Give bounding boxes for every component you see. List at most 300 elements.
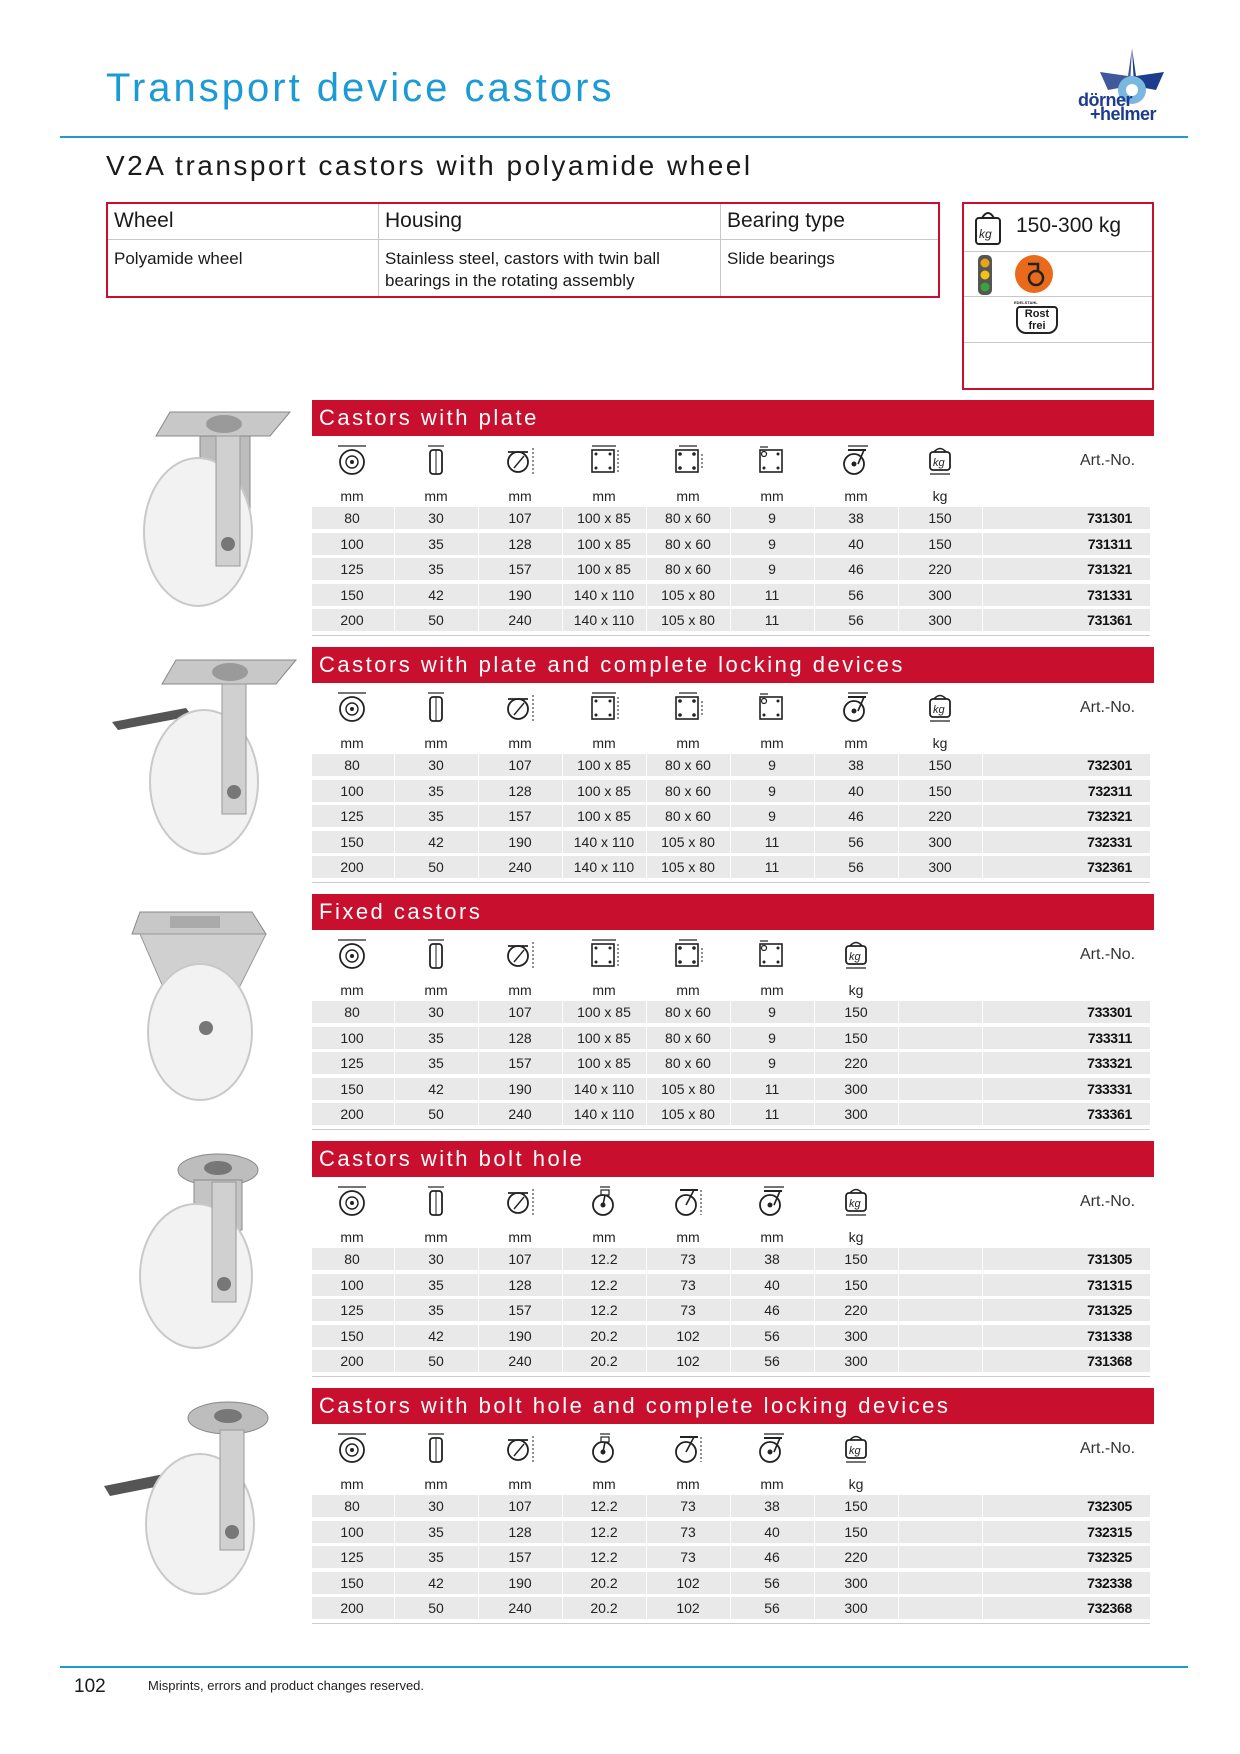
stainless-badge-line2: frei [1028, 320, 1046, 332]
logo-text-primary: dörner [1078, 90, 1133, 110]
table-cell: 40 [848, 535, 864, 552]
bolt-hole-icon [754, 444, 790, 476]
table-cell: 12.2 [590, 1549, 618, 1565]
table-cell: 128 [508, 782, 532, 799]
art-number-label: Art.-No. [1080, 1440, 1136, 1457]
stainless-badge-small: EDELSTAHL [1014, 300, 1038, 305]
table-cell: 100 x 85 [577, 1055, 631, 1071]
unit-label: mm [508, 488, 532, 504]
unit-label: mm [424, 1476, 448, 1492]
table-cell: 150 [928, 782, 952, 799]
load-range: 150-300 kg [1016, 214, 1122, 237]
column-divider [394, 507, 395, 635]
unit-label: mm [676, 1476, 700, 1492]
table-cell: 9 [768, 808, 776, 824]
table-cell: 240 [508, 1353, 532, 1369]
wheel-width-icon [418, 444, 454, 476]
table-cell: 42 [428, 1574, 444, 1591]
unit-label: mm [508, 1229, 532, 1245]
stainless-badge-frame [1016, 306, 1058, 334]
column-divider [898, 754, 899, 882]
table-cell: 11 [764, 586, 780, 603]
table-cell: 50 [428, 1106, 444, 1122]
art-number-cell: 731325 [1087, 1302, 1132, 1318]
table-cell: 150 [340, 586, 364, 603]
table-cell: 50 [428, 1600, 444, 1616]
table-cell: 105 x 80 [661, 833, 715, 850]
table-cell: 300 [844, 1600, 868, 1616]
column-divider [394, 754, 395, 882]
table-cell: 50 [428, 1353, 444, 1369]
table-cell: 150 [928, 510, 952, 526]
wheel-diameter-icon [334, 1185, 370, 1217]
load-capacity-icon [922, 444, 958, 476]
table-cell: 35 [428, 1549, 444, 1565]
unit-label: kg [932, 735, 948, 751]
art-number-cell: 732361 [1087, 859, 1132, 875]
wheel-diameter-icon [334, 691, 370, 723]
table-cell: 73 [680, 1251, 696, 1267]
spec-head-housing: Housing [379, 204, 720, 240]
table-cell: 128 [508, 1029, 532, 1046]
castor-with-bolt-hole-locking-image [100, 1400, 300, 1600]
art-number-cell: 731321 [1087, 561, 1132, 577]
art-number-cell: 732325 [1087, 1549, 1132, 1565]
art-number-cell: 732368 [1087, 1600, 1132, 1616]
stainless-badge [1014, 300, 1064, 340]
plate-size-icon [586, 938, 622, 970]
art-number-label: Art.-No. [1080, 699, 1136, 716]
table-bottom-line [312, 635, 1150, 636]
table-cell: 30 [428, 510, 444, 526]
bolt-spacing-icon [670, 691, 706, 723]
column-divider [898, 1248, 899, 1376]
unit-label: mm [424, 488, 448, 504]
table-cell: 300 [928, 586, 952, 603]
table-cell: 30 [428, 1004, 444, 1020]
table-cell: 190 [508, 833, 532, 850]
table-cell: 30 [428, 1498, 444, 1514]
table-cell: 12.2 [590, 1523, 618, 1540]
table-cell: 220 [844, 1055, 868, 1071]
table-cell: 102 [676, 1600, 700, 1616]
unit-label: mm [760, 735, 784, 751]
table-cell: 105 x 80 [661, 1080, 715, 1097]
table-cell: 40 [764, 1523, 780, 1540]
table-cell: 157 [508, 1549, 532, 1565]
table-cell: 38 [764, 1498, 780, 1514]
table-cell: 150 [340, 833, 364, 850]
table-cell: 125 [340, 1055, 364, 1071]
table-cell: 11 [764, 833, 780, 850]
table-cell: 150 [844, 1523, 868, 1540]
table-cell: 80 x 60 [665, 561, 711, 577]
table-cell: 300 [844, 1327, 868, 1344]
table-cell: 128 [508, 1276, 532, 1293]
column-divider [562, 1248, 563, 1376]
table-cell: 56 [764, 1600, 780, 1616]
art-number-cell: 733301 [1087, 1004, 1132, 1020]
table-cell: 300 [928, 612, 952, 628]
section-header: Castors with bolt hole [312, 1141, 1154, 1177]
table-bottom-line [312, 1129, 1150, 1130]
table-cell: 150 [844, 1004, 868, 1020]
table-cell: 125 [340, 1302, 364, 1318]
table-cell: 100 x 85 [577, 782, 631, 799]
table-cell: 300 [844, 1080, 868, 1097]
spec-col-housing [379, 204, 720, 296]
table-cell: 80 [344, 1251, 360, 1267]
table-cell: 56 [764, 1327, 780, 1344]
table-cell: 12.2 [590, 1251, 618, 1267]
table-cell: 100 x 85 [577, 535, 631, 552]
page-number: 102 [74, 1676, 106, 1697]
column-divider [562, 1001, 563, 1129]
table-cell: 12.2 [590, 1276, 618, 1293]
art-number-cell: 731305 [1087, 1251, 1132, 1267]
table-cell: 125 [340, 561, 364, 577]
unit-label: kg [848, 982, 864, 998]
art-number-cell: 731368 [1087, 1353, 1132, 1369]
table-cell: 220 [928, 561, 952, 577]
table-cell: 300 [844, 1574, 868, 1591]
castor-with-plate-locking-image [106, 656, 306, 856]
svg-text:kg: kg [933, 704, 945, 716]
column-divider [562, 754, 563, 882]
table-cell: 20.2 [590, 1327, 618, 1344]
unit-label: mm [592, 1229, 616, 1245]
column-divider [646, 1248, 647, 1376]
spec-head-wheel: Wheel [108, 204, 378, 240]
art-number-cell: 731301 [1087, 510, 1132, 526]
table-cell: 300 [928, 833, 952, 850]
unit-label: mm [760, 982, 784, 998]
table-cell: 73 [680, 1276, 696, 1293]
table-cell: 38 [848, 510, 864, 526]
art-number-cell: 731315 [1087, 1276, 1132, 1293]
table-cell: 20.2 [590, 1574, 618, 1591]
load-capacity-icon [838, 938, 874, 970]
table-cell: 12.2 [590, 1498, 618, 1514]
unit-label: mm [508, 1476, 532, 1492]
table-cell: 157 [508, 1302, 532, 1318]
art-number-cell: 733311 [1087, 1029, 1132, 1046]
overall-height-icon [502, 938, 538, 970]
table-cell: 150 [928, 535, 952, 552]
overall-height-icon [502, 444, 538, 476]
table-cell: 46 [764, 1549, 780, 1565]
column-divider [478, 507, 479, 635]
table-cell: 35 [428, 1029, 444, 1046]
table-cell: 38 [848, 757, 864, 773]
table-cell: 157 [508, 561, 532, 577]
column-divider [898, 1001, 899, 1129]
table-cell: 200 [340, 1353, 364, 1369]
table-cell: 107 [508, 1498, 532, 1514]
table-cell: 35 [428, 561, 444, 577]
stainless-badge-line1: Rost [1024, 308, 1050, 320]
table-cell: 80 x 60 [665, 1004, 711, 1020]
spec-val-housing [379, 240, 720, 300]
art-number-cell: 731338 [1087, 1327, 1132, 1344]
table-cell: 300 [844, 1106, 868, 1122]
svg-text:kg: kg [849, 1198, 861, 1210]
wheel-width-icon [418, 1185, 454, 1217]
column-divider [730, 507, 731, 635]
table-cell: 190 [508, 1574, 532, 1591]
table-cell: 9 [768, 1055, 776, 1071]
table-cell: 140 x 110 [573, 586, 635, 603]
table-cell: 73 [680, 1549, 696, 1565]
table-cell: 150 [340, 1574, 364, 1591]
column-divider [982, 1248, 983, 1376]
table-cell: 35 [428, 535, 444, 552]
art-number-cell: 731361 [1087, 612, 1132, 628]
overall-height-icon [502, 1432, 538, 1464]
table-cell: 35 [428, 1276, 444, 1293]
art-number-cell: 733361 [1087, 1106, 1132, 1122]
table-cell: 102 [676, 1353, 700, 1369]
wheel-width-icon [418, 938, 454, 970]
table-cell: 42 [428, 833, 444, 850]
bolt-diameter-icon [586, 1432, 622, 1464]
column-divider [814, 507, 815, 635]
unit-label: kg [848, 1229, 864, 1245]
column-divider [814, 754, 815, 882]
unit-label: mm [424, 982, 448, 998]
wheel-diameter-icon [334, 444, 370, 476]
unit-label: mm [508, 735, 532, 751]
feature-box [962, 202, 1154, 390]
art-number-cell: 732331 [1087, 833, 1132, 850]
table-cell: 80 x 60 [665, 535, 711, 552]
unit-label: mm [592, 488, 616, 504]
section-header: Castors with plate [312, 400, 1154, 436]
bolt-hole-icon [754, 938, 790, 970]
castor-with-plate-image [120, 408, 300, 608]
column-divider [982, 1001, 983, 1129]
unit-label: mm [676, 982, 700, 998]
table-cell: 35 [428, 1302, 444, 1318]
spec-head-bearing: Bearing type [721, 204, 938, 240]
bolt-spacing-icon [670, 938, 706, 970]
table-cell: 107 [508, 1004, 532, 1020]
fixed-castor-image [126, 904, 296, 1104]
spec-val-bearing: Slide bearings [727, 249, 835, 268]
table-cell: 200 [340, 612, 364, 628]
table-cell: 240 [508, 1600, 532, 1616]
disclaimer: Misprints, errors and product changes reserved. [148, 1678, 425, 1693]
plate-size-icon [586, 691, 622, 723]
top-divider [60, 136, 1188, 138]
table-cell: 9 [768, 782, 776, 799]
table-cell: 100 [340, 535, 364, 552]
table-cell: 35 [428, 782, 444, 799]
wheel-diameter-icon [334, 1432, 370, 1464]
bolt-spacing-icon [670, 444, 706, 476]
unit-label: kg [932, 488, 948, 504]
table-cell: 150 [340, 1080, 364, 1097]
table-cell: 140 x 110 [573, 859, 635, 875]
table-cell: 102 [676, 1327, 700, 1344]
table-cell: 150 [844, 1276, 868, 1293]
table-cell: 56 [848, 859, 864, 875]
page-subtitle: V2A transport castors with polyamide wheel [106, 150, 753, 181]
table-cell: 9 [768, 510, 776, 526]
column-divider [898, 1495, 899, 1623]
unit-label: mm [508, 982, 532, 998]
spec-col-bearing [721, 204, 938, 296]
table-cell: 140 x 110 [573, 612, 635, 628]
unit-label: mm [340, 488, 364, 504]
offset-icon [754, 1432, 790, 1464]
art-number-cell: 733321 [1087, 1055, 1132, 1071]
table-cell: 42 [428, 1327, 444, 1344]
unit-label: mm [592, 982, 616, 998]
unit-label: mm [844, 488, 868, 504]
table-cell: 50 [428, 612, 444, 628]
table-cell: 157 [508, 808, 532, 824]
table-cell: 190 [508, 1327, 532, 1344]
svg-text:kg: kg [849, 1445, 861, 1457]
fitting-height-icon [670, 1432, 706, 1464]
column-divider [982, 507, 983, 635]
table-cell: 105 x 80 [661, 1106, 715, 1122]
column-divider [562, 507, 563, 635]
column-divider [478, 1248, 479, 1376]
castor-with-bolt-hole-image [118, 1152, 298, 1352]
table-cell: 107 [508, 757, 532, 773]
wheel-width-icon [418, 691, 454, 723]
table-cell: 157 [508, 1055, 532, 1071]
table-cell: 100 [340, 1029, 364, 1046]
load-capacity-icon [922, 691, 958, 723]
column-divider [814, 1248, 815, 1376]
table-cell: 100 [340, 782, 364, 799]
unit-label: mm [676, 1229, 700, 1245]
table-cell: 9 [768, 757, 776, 773]
table-cell: 105 x 80 [661, 612, 715, 628]
spec-val-wheel: Polyamide wheel [114, 249, 243, 268]
unit-label: mm [760, 488, 784, 504]
table-cell: 128 [508, 1523, 532, 1540]
table-cell: 80 x 60 [665, 1029, 711, 1046]
column-divider [394, 1001, 395, 1129]
offset-icon [838, 444, 874, 476]
spec-col-wheel [108, 204, 378, 296]
table-cell: 35 [428, 808, 444, 824]
overall-height-icon [502, 691, 538, 723]
column-divider [730, 754, 731, 882]
table-cell: 220 [844, 1549, 868, 1565]
table-cell: 100 x 85 [577, 808, 631, 824]
art-number-cell: 733331 [1087, 1080, 1132, 1097]
column-divider [814, 1001, 815, 1129]
table-cell: 140 x 110 [573, 1080, 635, 1097]
table-cell: 80 x 60 [665, 782, 711, 799]
section-header: Castors with plate and complete locking devices [312, 647, 1154, 683]
table-cell: 125 [340, 1549, 364, 1565]
table-cell: 30 [428, 757, 444, 773]
art-number-cell: 731311 [1087, 535, 1132, 552]
table-cell: 46 [848, 808, 864, 824]
art-number-cell: 732338 [1087, 1574, 1132, 1591]
wheel-diameter-icon [334, 938, 370, 970]
column-divider [646, 507, 647, 635]
table-cell: 125 [340, 808, 364, 824]
table-cell: 100 x 85 [577, 1029, 631, 1046]
unit-label: mm [676, 488, 700, 504]
table-cell: 11 [764, 1080, 780, 1097]
table-cell: 80 [344, 510, 360, 526]
plate-size-icon [586, 444, 622, 476]
table-cell: 128 [508, 535, 532, 552]
table-cell: 56 [848, 586, 864, 603]
table-cell: 220 [928, 808, 952, 824]
table-cell: 35 [428, 1523, 444, 1540]
feature-box-divider [964, 296, 1152, 297]
offset-icon [838, 691, 874, 723]
table-cell: 80 [344, 1498, 360, 1514]
load-capacity-icon [838, 1185, 874, 1217]
table-cell: 42 [428, 1080, 444, 1097]
table-cell: 56 [764, 1353, 780, 1369]
table-cell: 73 [680, 1302, 696, 1318]
table-cell: 107 [508, 510, 532, 526]
table-cell: 42 [428, 586, 444, 603]
table-cell: 56 [764, 1574, 780, 1591]
art-number-cell: 731331 [1087, 586, 1132, 603]
table-cell: 240 [508, 612, 532, 628]
table-cell: 150 [340, 1327, 364, 1344]
traffic-light-icon [976, 254, 994, 296]
table-cell: 80 x 60 [665, 757, 711, 773]
feature-box-divider [964, 342, 1152, 343]
castor-suitability-icon [1014, 254, 1054, 294]
column-divider [982, 1495, 983, 1623]
table-cell: 73 [680, 1523, 696, 1540]
column-divider [730, 1248, 731, 1376]
feature-box-divider [964, 251, 1152, 252]
table-cell: 50 [428, 859, 444, 875]
bottom-divider [60, 1666, 1188, 1668]
spec-val-housing-line1: Stainless steel, castors with twin ball [385, 249, 660, 268]
table-cell: 240 [508, 859, 532, 875]
column-divider [394, 1495, 395, 1623]
column-divider [646, 1001, 647, 1129]
table-cell: 150 [844, 1251, 868, 1267]
table-cell: 40 [848, 782, 864, 799]
section-header: Fixed castors [312, 894, 1154, 930]
table-cell: 100 [340, 1523, 364, 1540]
svg-text:kg: kg [849, 951, 861, 963]
fitting-height-icon [670, 1185, 706, 1217]
column-divider [562, 1495, 563, 1623]
column-divider [814, 1495, 815, 1623]
column-divider [478, 1495, 479, 1623]
table-cell: 9 [768, 561, 776, 577]
column-divider [730, 1495, 731, 1623]
wheel-width-icon [418, 1432, 454, 1464]
svg-text:kg: kg [979, 227, 992, 241]
art-number-cell: 732311 [1087, 782, 1132, 799]
load-capacity-icon [838, 1432, 874, 1464]
table-cell: 100 x 85 [577, 757, 631, 773]
table-cell: 150 [928, 757, 952, 773]
art-number-label: Art.-No. [1080, 452, 1136, 469]
table-cell: 140 x 110 [573, 1106, 635, 1122]
table-cell: 80 x 60 [665, 510, 711, 526]
